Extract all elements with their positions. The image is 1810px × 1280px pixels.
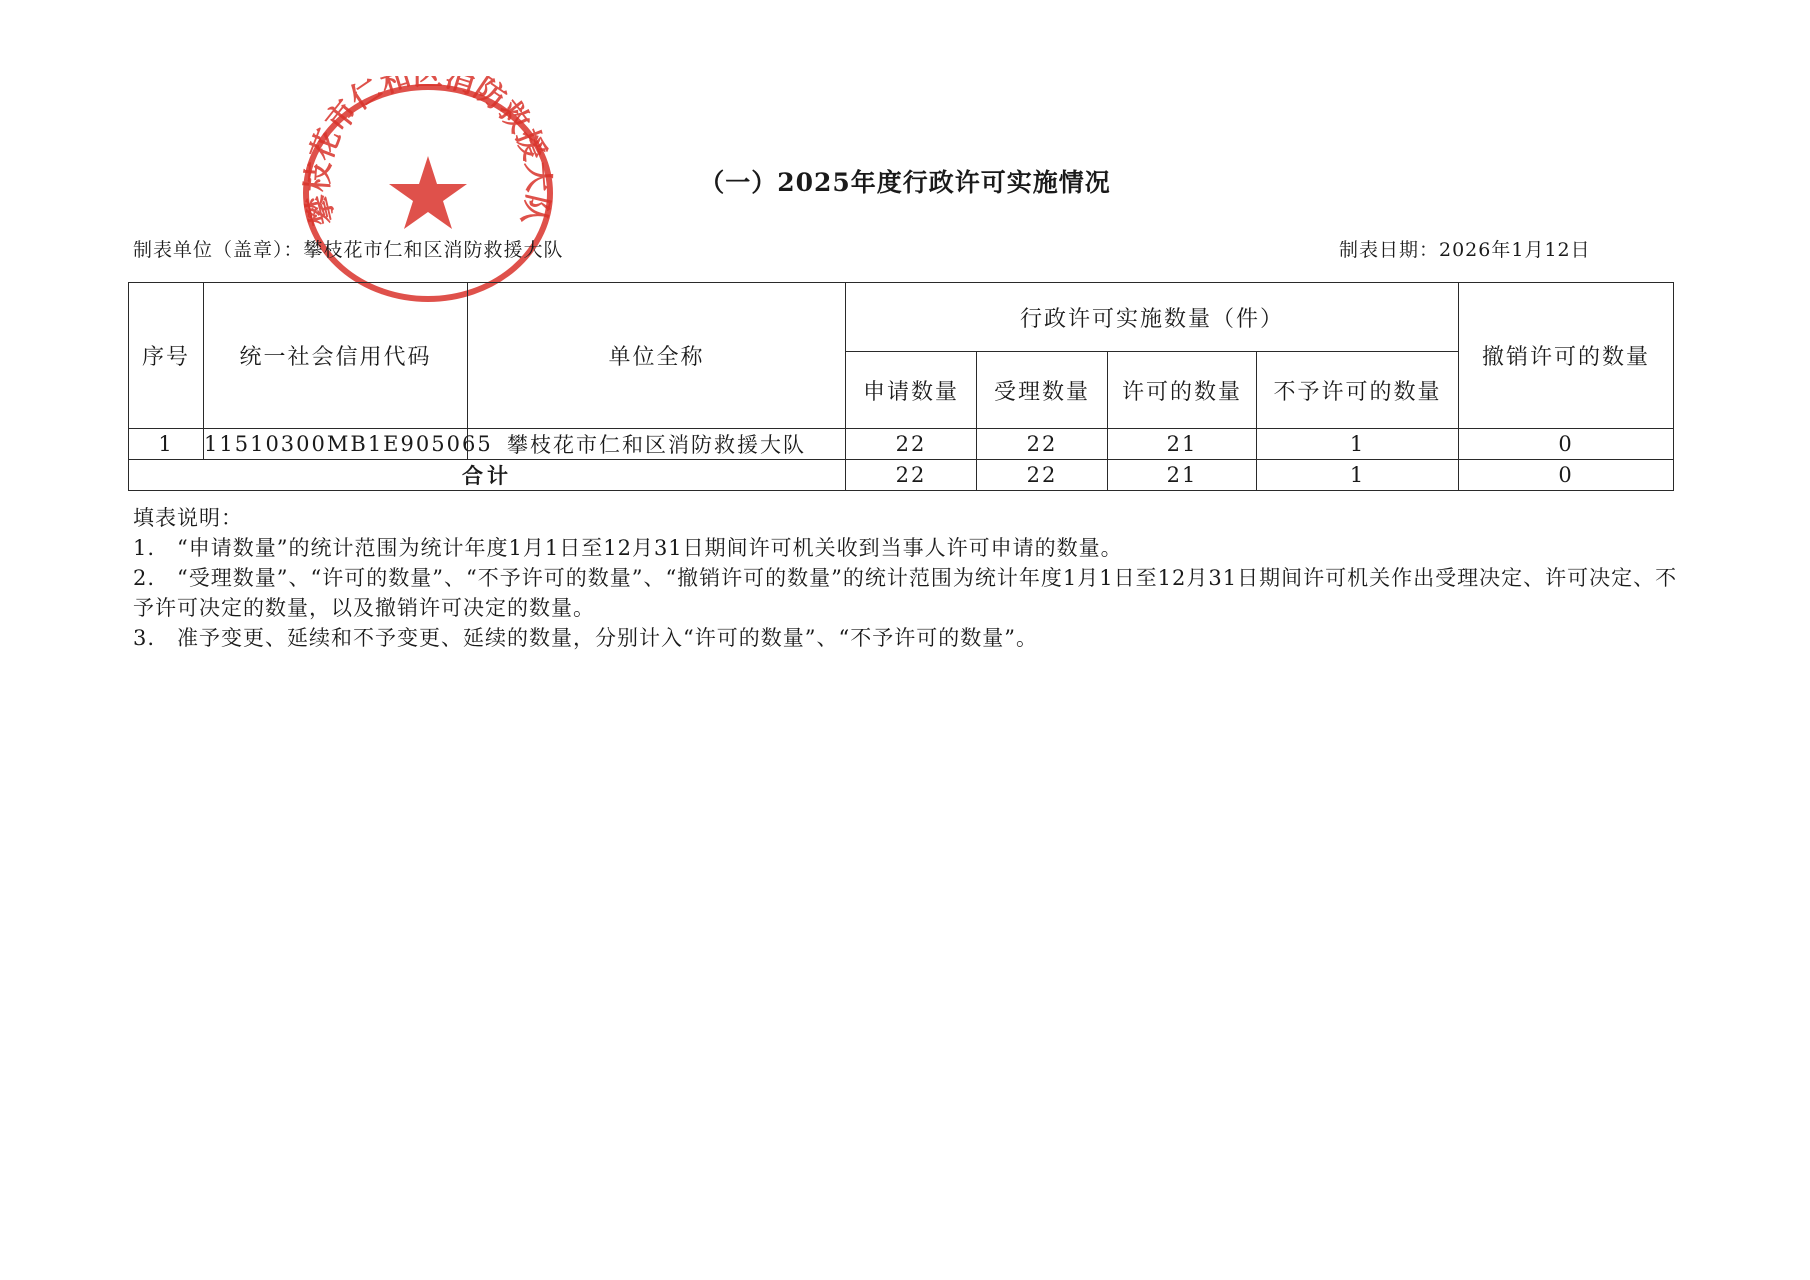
cell-permit-count: 21 [1108, 429, 1257, 460]
header-apply-count: 申请数量 [846, 352, 977, 429]
header-deny-count: 不予许可的数量 [1257, 352, 1459, 429]
permit-table [128, 282, 1674, 491]
cell-unit-name: 攀枝花市仁和区消防救援大队 [468, 429, 846, 460]
cell-deny-count: 1 [1257, 429, 1459, 460]
total-deny-count: 1 [1257, 460, 1459, 491]
header-revoke-count: 撤销许可的数量 [1459, 283, 1674, 429]
total-revoke-count: 0 [1459, 460, 1674, 491]
header-unit-name: 单位全称 [468, 283, 846, 429]
total-permit-count: 21 [1108, 460, 1257, 491]
page-title: （一）2025年度行政许可实施情况 [699, 168, 1111, 197]
cell-accept-count: 22 [977, 429, 1108, 460]
cell-credit-code: 11510300MB1E905065 [204, 429, 468, 460]
cell-revoke-count: 0 [1459, 429, 1674, 460]
header-seq: 序号 [129, 283, 204, 429]
header-permit-count-group: 行政许可实施数量（件） [846, 283, 1459, 352]
header-accept-count: 受理数量 [977, 352, 1108, 429]
total-row [129, 460, 1674, 491]
note-item: 1. “申请数量”的统计范围为统计年度1月1日至12月31日期间许可机关收到当事人许可申请的数量。 [133, 536, 1123, 560]
total-apply-count: 22 [846, 460, 977, 491]
cell-seq: 1 [129, 429, 204, 460]
prepared-by: 制表单位（盖章）：攀枝花市仁和区消防救援大队 [133, 239, 564, 261]
prepared-date: 制表日期：2026年1月12日 [1339, 239, 1591, 261]
note-item: 3. 准予变更、延续和不予变更、延续的数量，分别计入“许可的数量”、“不予许可的数量”。 [133, 626, 1038, 650]
header-permit-count: 许可的数量 [1108, 352, 1257, 429]
cell-apply-count: 22 [846, 429, 977, 460]
note-item: 2. “受理数量”、“许可的数量”、“不予许可的数量”、“撤销许可的数量”的统计范围为统计年度1月1日至12月31日期间许可机关作出受理决定、许可决定、不予许可决定的数量，以及撤销许可决定的数量。 [133, 566, 1678, 620]
seal-text: 攀枝花市仁和 消防救援大队 [300, 76, 556, 229]
filling-instructions [133, 503, 1678, 653]
header-credit-code: 统一社会信用代码 [204, 283, 468, 429]
table-row [129, 429, 1674, 460]
notes-heading: 填表说明： [133, 506, 243, 530]
total-label: 合计 [129, 460, 846, 491]
total-accept-count: 22 [977, 460, 1108, 491]
